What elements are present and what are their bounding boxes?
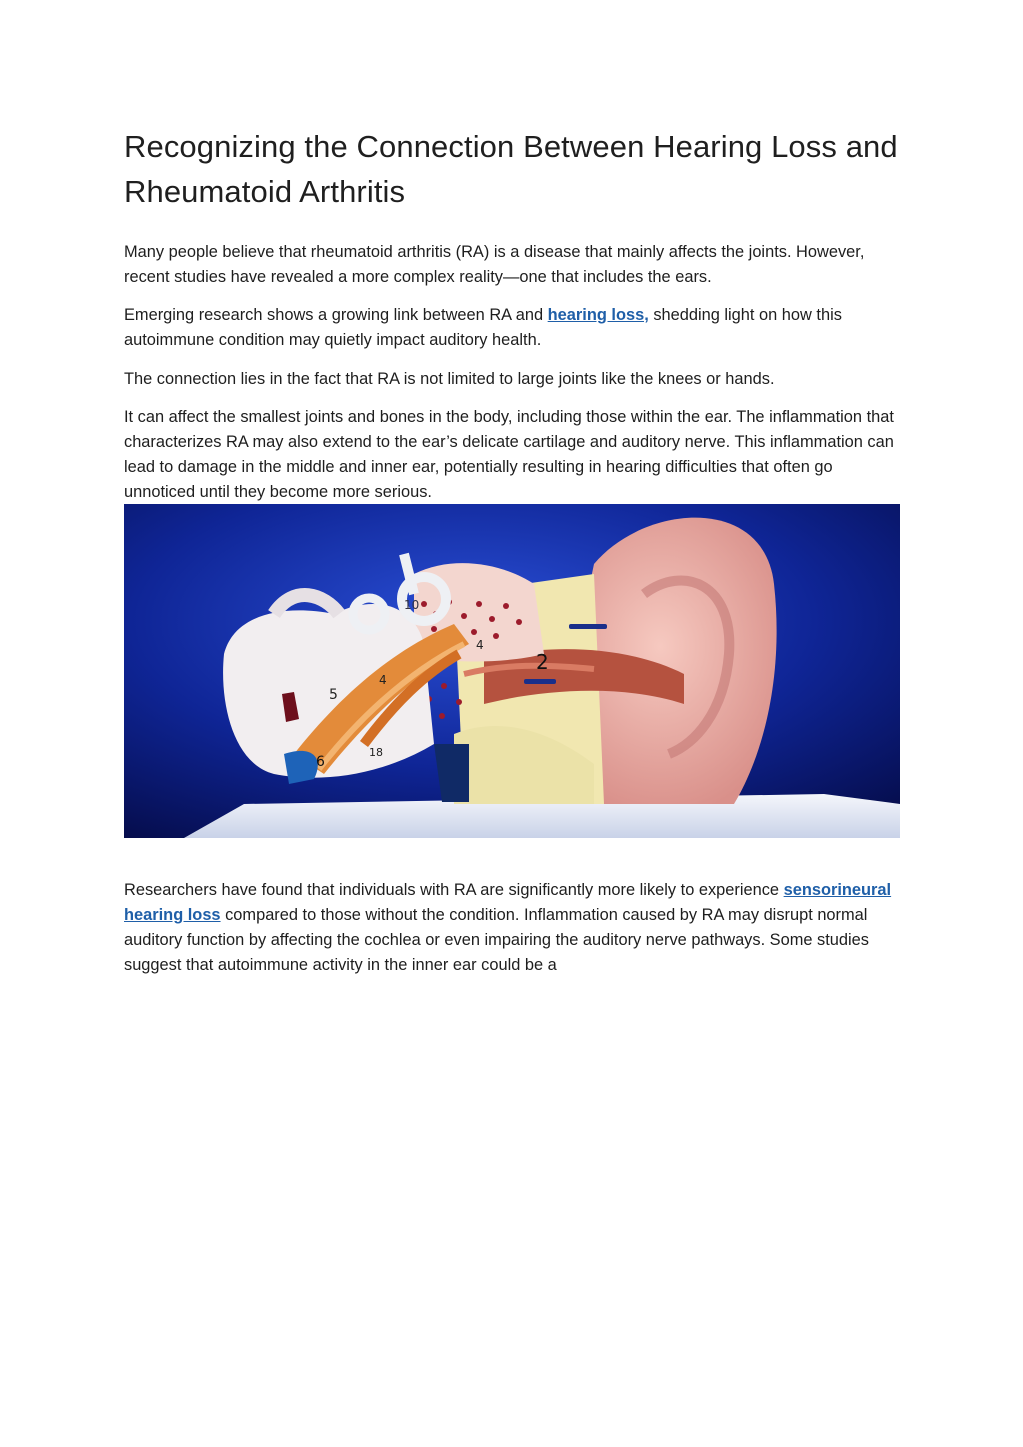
paragraph-emerging-research <box>124 303 900 353</box>
figure-label: 4 <box>379 673 387 687</box>
paragraph-small-joints: It can affect the smallest joints and bones in the body, including those within the ear. The inflammation that characterizes RA may also extend to the ear’s delicate cartilage and auditory nerve. This inflammation can lead to damage in the middle and inner ear, potentially resulting in hearing difficulties that often go unnoticed until they become more serious. <box>124 408 894 501</box>
sensorineural-hearing-loss-link[interactable]: sensorineural hearing loss <box>124 881 892 924</box>
figure-label: 2 <box>536 650 549 674</box>
figure-label: 4 <box>476 638 484 652</box>
paragraph-researchers <box>124 878 900 978</box>
hearing-loss-link[interactable]: hearing loss, <box>547 306 649 324</box>
figure-label: 18 <box>369 746 383 759</box>
figure-label: 10 <box>404 598 420 612</box>
article-title: Recognizing the Connection Between Hearing Loss and Rheumatoid Arthritis <box>124 129 898 209</box>
ear-model-illustration <box>124 504 900 838</box>
paragraph-intro: Many people believe that rheumatoid arthritis (RA) is a disease that mainly affects the joints. However, recent studies have revealed a more complex reality—one that includes the ears. <box>124 243 865 286</box>
paragraph-text: compared to those without the condition. Inflammation caused by RA may disrupt normal auditory function by affecting the cochlea or even impairing the auditory nerve pathways. Some studies suggest that autoimmune activity in the inner ear could be a <box>124 906 869 974</box>
ear-model-image <box>124 504 900 838</box>
figure-label: 5 <box>329 687 338 703</box>
paragraph-connection: The connection lies in the fact that RA is not limited to large joints like the knees or hands. <box>124 370 775 388</box>
figure-label: 6 <box>316 754 325 770</box>
paragraph-text: Emerging research shows a growing link between RA and <box>124 306 548 324</box>
paragraph-text: shedding light on how this autoimmune condition may quietly impact auditory health. <box>124 306 842 349</box>
paragraph-text: Researchers have found that individuals with RA are significantly more likely to experience <box>124 881 784 899</box>
